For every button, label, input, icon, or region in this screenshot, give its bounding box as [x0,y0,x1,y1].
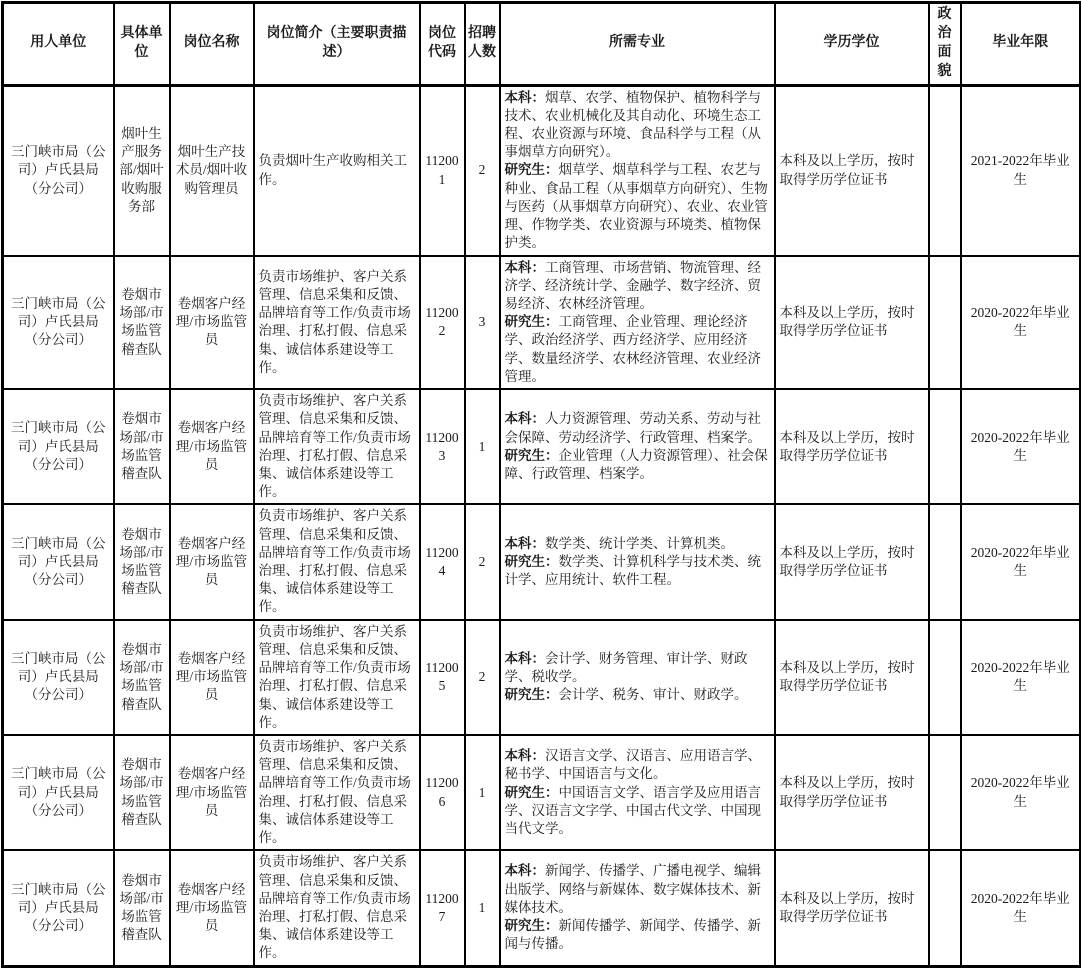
majors-undergrad [505,862,770,917]
headcount-cell: 3 [465,256,500,390]
education-cell: 本科及以上学历，按时取得学历学位证书 [775,504,929,619]
headcount-cell: 2 [465,85,500,255]
grad-label: 研究生： [504,314,559,330]
grad-majors-text: 会计学、税务、审计、财政学。 [558,687,748,703]
employer-cell: 三门峡市局（公司）卢氏县局（分公司） [3,85,114,255]
code-cell: 112007 [420,850,465,966]
description-cell: 负责市场维护、客户关系管理、信息采集和反馈、品牌培育等工作/负责市场治理、打私打假、信息采集、诚信体系建设等工作。 [254,735,420,850]
majors-cell [500,850,775,966]
col-header-political-status: 政治面貌 [929,3,961,86]
grad-label: 研究生： [504,162,559,178]
unit-cell: 卷烟市场部/市场监管稽查队 [114,620,170,735]
majors-grad [505,686,770,704]
undergrad-label: 本科： [504,748,545,764]
grad-majors-text: 新闻传播学、新闻学、传播学、新闻与传播。 [504,918,761,952]
col-header-headcount: 招聘人数 [465,3,500,86]
majors-grad [505,447,770,483]
job-positions-table [1,1,1081,968]
unit-cell: 卷烟市场部/市场监管稽查队 [114,504,170,619]
code-cell: 112005 [420,620,465,735]
majors-undergrad [505,747,770,783]
description-cell: 负责市场维护、客户关系管理、信息采集和反馈、品牌培育等工作/负责市场治理、打私打假、信息采集、诚信体系建设等工作。 [254,620,420,735]
employer-cell: 三门峡市局（公司）卢氏县局（分公司） [3,620,114,735]
unit-cell: 卷烟市场部/市场监管稽查队 [114,735,170,850]
unit-cell: 卷烟市场部/市场监管稽查队 [114,850,170,966]
position-cell: 卷烟客户经理/市场监管员 [170,256,254,390]
col-header-code: 岗位代码 [420,3,465,86]
education-cell: 本科及以上学历，按时取得学历学位证书 [775,256,929,390]
header-row [3,3,1081,86]
employer-cell: 三门峡市局（公司）卢氏县局（分公司） [3,256,114,390]
code-cell: 112004 [420,504,465,619]
undergrad-majors-text: 数学类、统计学类、计算机类。 [545,535,734,551]
headcount-cell: 2 [465,504,500,619]
political-status-cell [929,620,961,735]
undergrad-label: 本科： [504,535,545,551]
education-cell: 本科及以上学历，按时取得学历学位证书 [775,620,929,735]
position-cell: 卷烟客户经理/市场监管员 [170,620,254,735]
undergrad-majors-text: 汉语言文学、汉语言、应用语言学、秘书学、中国语言与文化。 [504,748,761,782]
grad-majors-text: 工商管理、企业管理、理论经济学、政治经济学、西方经济学、应用经济学、数量经济学、农林经济管理、农业经济管理。 [504,314,761,384]
graduation-years-cell: 2020-2022年毕业生 [961,389,1081,504]
headcount-cell: 1 [465,389,500,504]
table-row [3,389,1081,504]
description-cell: 负责市场维护、客户关系管理、信息采集和反馈、品牌培育等工作/负责市场治理、打私打假、信息采集、诚信体系建设等工作。 [254,256,420,390]
graduation-years-cell: 2020-2022年毕业生 [961,735,1081,850]
table-body [3,85,1081,966]
col-header-unit: 具体单位 [114,3,170,86]
undergrad-majors-text: 人力资源管理、劳动关系、劳动与社会保障、劳动经济学、行政管理、档案学。 [504,411,761,445]
undergrad-label: 本科： [504,863,545,879]
political-status-cell [929,850,961,966]
description-cell: 负责市场维护、客户关系管理、信息采集和反馈、品牌培育等工作/负责市场治理、打私打假、信息采集、诚信体系建设等工作。 [254,850,420,966]
headcount-cell: 1 [465,735,500,850]
table-header [3,3,1081,86]
col-header-graduation-years: 毕业年限 [961,3,1081,86]
majors-undergrad [505,410,770,446]
education-cell: 本科及以上学历，按时取得学历学位证书 [775,389,929,504]
code-cell: 112002 [420,256,465,390]
undergrad-label: 本科： [504,259,545,275]
headcount-cell: 2 [465,620,500,735]
undergrad-majors-text: 工商管理、市场营销、物流管理、经济学、经济统计学、金融学、数字经济、贸易经济、农林经济管理。 [504,259,761,311]
majors-grad [505,917,770,953]
position-cell: 烟叶生产技术员/烟叶收购管理员 [170,85,254,255]
employer-cell: 三门峡市局（公司）卢氏县局（分公司） [3,735,114,850]
employer-cell: 三门峡市局（公司）卢氏县局（分公司） [3,389,114,504]
majors-grad [505,553,770,589]
graduation-years-cell: 2020-2022年毕业生 [961,256,1081,390]
description-cell: 负责烟叶生产收购相关工作。 [254,85,420,255]
description-cell: 负责市场维护、客户关系管理、信息采集和反馈、品牌培育等工作/负责市场治理、打私打假、信息采集、诚信体系建设等工作。 [254,389,420,504]
majors-undergrad [505,259,770,314]
political-status-cell [929,256,961,390]
education-cell: 本科及以上学历，按时取得学历学位证书 [775,850,929,966]
grad-majors-text: 数学类、计算机科学与技术类、统计学、应用统计、软件工程。 [504,553,761,588]
majors-grad [505,784,770,839]
undergrad-majors-text: 会计学、财务管理、审计学、财政学、税收学。 [504,651,748,685]
employer-cell: 三门峡市局（公司）卢氏县局（分公司） [3,504,114,619]
education-cell: 本科及以上学历，按时取得学历学位证书 [775,85,929,255]
grad-label: 研究生： [504,687,559,703]
undergrad-label: 本科： [504,651,545,667]
col-header-position: 岗位名称 [170,3,254,86]
unit-cell: 卷烟市场部/市场监管稽查队 [114,256,170,390]
graduation-years-cell: 2021-2022年毕业生 [961,85,1081,255]
majors-undergrad [505,650,770,686]
majors-grad [505,313,770,386]
majors-cell [500,85,775,255]
education-cell: 本科及以上学历，按时取得学历学位证书 [775,735,929,850]
headcount-cell: 1 [465,850,500,966]
political-status-cell [929,85,961,255]
grad-label: 研究生： [504,447,559,463]
table-row [3,850,1081,966]
unit-cell: 卷烟市场部/市场监管稽查队 [114,389,170,504]
political-status-cell [929,504,961,619]
majors-cell [500,620,775,735]
grad-majors-text: 中国语言文学、语言学及应用语言学、汉语言文字学、中国古代文学、中国现当代文学。 [504,784,761,836]
undergrad-label: 本科： [504,89,545,105]
position-cell: 卷烟客户经理/市场监管员 [170,735,254,850]
col-header-description: 岗位简介（主要职责描述） [254,3,420,86]
description-cell: 负责市场维护、客户关系管理、信息采集和反馈、品牌培育等工作/负责市场治理、打私打假、信息采集、诚信体系建设等工作。 [254,504,420,619]
majors-cell [500,256,775,390]
table-row [3,256,1081,390]
table-row [3,735,1081,850]
majors-cell [500,735,775,850]
unit-cell: 烟叶生产服务部/烟叶收购服务部 [114,85,170,255]
undergrad-majors-text: 新闻学、传播学、广播电视学、编辑出版学、网络与新媒体、数字媒体技术、新媒体技术。 [504,863,761,915]
col-header-majors: 所需专业 [500,3,775,86]
col-header-education: 学历学位 [775,3,929,86]
position-cell: 卷烟客户经理/市场监管员 [170,504,254,619]
position-cell: 卷烟客户经理/市场监管员 [170,850,254,966]
table-row [3,620,1081,735]
grad-majors-text: 企业管理（人力资源管理）、社会保障、行政管理、档案学。 [504,447,768,481]
table-row [3,504,1081,619]
political-status-cell [929,735,961,850]
majors-cell [500,504,775,619]
undergrad-majors-text: 烟草、农学、植物保护、植物科学与技术、农业机械化及其自动化、环境生态工程、农业资源与环境、食品科学与工程（从事烟草方向研究）。 [504,89,761,160]
majors-cell [500,389,775,504]
code-cell: 112006 [420,735,465,850]
graduation-years-cell: 2020-2022年毕业生 [961,620,1081,735]
position-cell: 卷烟客户经理/市场监管员 [170,389,254,504]
majors-grad [505,161,770,252]
grad-label: 研究生： [504,784,559,800]
majors-undergrad [505,89,770,162]
grad-label: 研究生： [504,918,559,934]
code-cell: 112001 [420,85,465,255]
graduation-years-cell: 2020-2022年毕业生 [961,850,1081,966]
code-cell: 112003 [420,389,465,504]
grad-majors-text: 烟草学、烟草科学与工程、农艺与种业、食品工程（从事烟草方向研究）、生物与医药（从事烟草方向研究）、农业、农业管理、作物学类、农业资源与环境类、植物保护类。 [504,162,768,251]
political-status-cell [929,389,961,504]
undergrad-label: 本科： [504,411,545,427]
col-header-employer: 用人单位 [3,3,114,86]
graduation-years-cell: 2020-2022年毕业生 [961,504,1081,619]
employer-cell: 三门峡市局（公司）卢氏县局（分公司） [3,850,114,966]
table-row [3,85,1081,255]
majors-undergrad [505,535,770,553]
grad-label: 研究生： [504,553,559,569]
